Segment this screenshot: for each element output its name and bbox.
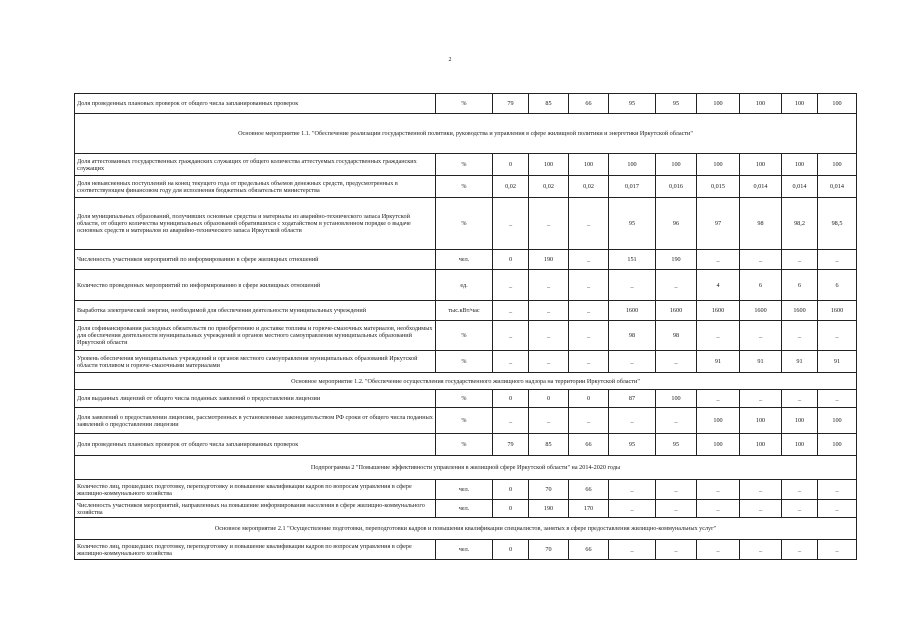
indicator-value: _ [656, 540, 697, 560]
section-row [75, 456, 857, 480]
indicator-value: 100 [782, 408, 818, 434]
indicator-value: 91 [697, 351, 740, 373]
indicator-value: _ [818, 540, 857, 560]
indicator-unit: чел. [436, 480, 493, 500]
indicator-value: 95 [609, 94, 656, 114]
indicator-row [75, 250, 857, 270]
indicator-value: 79 [493, 434, 529, 456]
indicator-value: 0,016 [656, 176, 697, 198]
indicator-value: _ [529, 351, 569, 373]
indicator-value: _ [782, 480, 818, 500]
indicator-value: 66 [569, 480, 609, 500]
indicator-value: _ [569, 408, 609, 434]
indicator-value: _ [569, 270, 609, 301]
indicator-name: Доля муниципальных образований, получивших основные средства и материалы из аварийно-технического запаса Иркутской области, от общего количества муниципальных образований обратившихся с ходатайством в установленном порядке о выдаче основных средств и материалов из аварийно-технического запаса Иркутской области [75, 198, 436, 250]
indicator-value: 0 [493, 154, 529, 176]
indicator-name: Доля заявлений о предоставлении лицензии, рассмотренных в установленные законодательством РФ сроки от общего числа поданных заявлений о предоставлении лицензии [75, 408, 436, 434]
page-number: 2 [448, 57, 452, 63]
indicator-value: 1600 [740, 301, 782, 321]
indicator-value: 100 [740, 94, 782, 114]
indicator-value: _ [529, 408, 569, 434]
indicator-value: 100 [740, 434, 782, 456]
indicator-value: 100 [740, 154, 782, 176]
indicator-value: 6 [818, 270, 857, 301]
indicator-value: 66 [569, 434, 609, 456]
indicator-value: _ [529, 321, 569, 351]
indicator-value: _ [609, 480, 656, 500]
indicator-value: 85 [529, 94, 569, 114]
indicator-value: 190 [656, 250, 697, 270]
indicator-value: 85 [529, 434, 569, 456]
section-row [75, 114, 857, 154]
indicator-value: 0,014 [782, 176, 818, 198]
indicator-value: 170 [569, 500, 609, 518]
indicator-row [75, 408, 857, 434]
indicator-value: 100 [782, 94, 818, 114]
indicator-unit: чел. [436, 540, 493, 560]
indicator-value: _ [697, 480, 740, 500]
indicator-value: 100 [529, 154, 569, 176]
indicator-value: 91 [740, 351, 782, 373]
indicator-value: _ [493, 301, 529, 321]
indicator-value: _ [656, 500, 697, 518]
indicator-value: 1600 [782, 301, 818, 321]
indicator-value: _ [697, 250, 740, 270]
indicator-value: _ [493, 270, 529, 301]
indicator-row [75, 434, 857, 456]
indicator-value: 0,017 [609, 176, 656, 198]
indicator-value: 70 [529, 540, 569, 560]
indicator-value: 100 [782, 434, 818, 456]
indicator-row [75, 94, 857, 114]
indicator-row [75, 390, 857, 408]
indicator-unit: % [436, 154, 493, 176]
indicator-value: _ [656, 351, 697, 373]
indicator-name: Количество проведенных мероприятий по информированию в сфере жилищных отношений [75, 270, 436, 301]
indicator-value: 98 [740, 198, 782, 250]
indicator-unit: % [436, 176, 493, 198]
indicator-value: _ [740, 480, 782, 500]
section-title: Подпрограмма 2 "Повышение эффективности управления в жилищной сфере Иркутской области" на 2014-2020 годы [75, 456, 857, 480]
indicator-name: Количество лиц, прошедших подготовку, переподготовку и повышение квалификации кадров по вопросам управления в сфере жилищно-коммунального хозяйства [75, 480, 436, 500]
indicator-value: 0,02 [493, 176, 529, 198]
indicator-value: 4 [697, 270, 740, 301]
indicator-value: 1600 [818, 301, 857, 321]
indicator-value: _ [529, 301, 569, 321]
indicator-value: 0 [493, 480, 529, 500]
indicator-value: 0 [493, 250, 529, 270]
indicator-row [75, 480, 857, 500]
indicator-value: _ [493, 198, 529, 250]
indicator-value: _ [740, 500, 782, 518]
indicator-value: _ [569, 250, 609, 270]
indicator-unit: % [436, 434, 493, 456]
indicator-name: Доля софинансирования расходных обязательств по приобретению и доставке топлива и горюче-смазочных материалов, необходимых для обеспечения деятельности муниципальных учреждений и органов местного самоуправления муниципальных образований Иркутской области [75, 321, 436, 351]
indicator-value: 100 [818, 434, 857, 456]
indicator-value: _ [782, 500, 818, 518]
indicator-unit: % [436, 351, 493, 373]
indicator-value: _ [569, 351, 609, 373]
indicator-value: 100 [656, 154, 697, 176]
indicator-value: 91 [782, 351, 818, 373]
indicator-value: 0 [493, 390, 529, 408]
indicator-value: 100 [818, 94, 857, 114]
indicator-value: _ [529, 198, 569, 250]
indicator-row [75, 321, 857, 351]
indicator-value: _ [569, 301, 609, 321]
indicator-value: _ [818, 390, 857, 408]
indicator-value: 98,5 [818, 198, 857, 250]
indicator-name: Уровень обеспечения муниципальных учреждений и органов местного самоуправления муниципальных образований Иркутской области топливом и горюче-смазочными материалами [75, 351, 436, 373]
indicator-value: 190 [529, 250, 569, 270]
indicator-row [75, 351, 857, 373]
indicator-value: 190 [529, 500, 569, 518]
indicator-value: 96 [656, 198, 697, 250]
section-title: Основное мероприятие 1.1. "Обеспечение реализации государственной политики, руководства и управления в сфере жилищной политики и энергетики Иркутской области" [75, 114, 857, 154]
indicator-name: Выработка электрической энергии, необходимой для обеспечения деятельности муниципальных учреждений [75, 301, 436, 321]
indicator-value: _ [818, 500, 857, 518]
indicator-value: _ [569, 321, 609, 351]
indicator-name: Численность участников мероприятий по информированию в сфере жилищных отношений [75, 250, 436, 270]
indicator-value: 0,02 [529, 176, 569, 198]
indicator-value: 100 [782, 154, 818, 176]
indicator-value: 6 [782, 270, 818, 301]
indicator-value: 0,02 [569, 176, 609, 198]
indicator-value: 100 [697, 154, 740, 176]
indicator-value: _ [697, 390, 740, 408]
indicator-value: 0 [569, 390, 609, 408]
indicator-value: 66 [569, 94, 609, 114]
indicator-value: 66 [569, 540, 609, 560]
indicator-value: _ [493, 408, 529, 434]
indicator-value: 98 [609, 321, 656, 351]
indicator-value: _ [656, 408, 697, 434]
indicator-unit: % [436, 321, 493, 351]
indicator-value: 91 [818, 351, 857, 373]
indicator-value: _ [782, 390, 818, 408]
indicator-value: 97 [697, 198, 740, 250]
indicator-row [75, 176, 857, 198]
indicator-name: Доля выданных лицензий от общего числа поданных заявлений о предоставлении лицензии [75, 390, 436, 408]
indicator-value: 98 [656, 321, 697, 351]
indicator-row [75, 270, 857, 301]
section-title: Основное мероприятие 2.1 "Осуществление подготовки, переподготовки кадров и повышения квалификации специалистов, занятых в сфере предоставления жилищно-коммунальных услуг" [75, 518, 857, 540]
indicator-value: _ [697, 500, 740, 518]
section-row [75, 373, 857, 390]
indicator-value: 100 [609, 154, 656, 176]
indicator-value: 1600 [656, 301, 697, 321]
indicator-name: Доля проведенных плановых проверок от общего числа запланированных проверок [75, 94, 436, 114]
indicator-value: _ [609, 408, 656, 434]
indicator-value: 0,015 [697, 176, 740, 198]
indicator-value: 0,014 [740, 176, 782, 198]
indicator-row [75, 154, 857, 176]
indicator-value: _ [609, 351, 656, 373]
indicator-value: 1600 [609, 301, 656, 321]
indicator-value: 0 [529, 390, 569, 408]
indicator-value: _ [493, 351, 529, 373]
indicator-value: 0,014 [818, 176, 857, 198]
indicator-value: 6 [740, 270, 782, 301]
indicator-value: _ [529, 270, 569, 301]
indicator-value: 100 [697, 434, 740, 456]
indicator-value: _ [493, 321, 529, 351]
indicator-value: _ [818, 321, 857, 351]
indicators-table [74, 93, 857, 560]
indicator-row [75, 500, 857, 518]
indicator-value: 95 [609, 434, 656, 456]
indicator-value: _ [697, 321, 740, 351]
indicator-value: 1600 [697, 301, 740, 321]
indicator-value: 95 [609, 198, 656, 250]
indicator-value: _ [697, 540, 740, 560]
indicator-value: 95 [656, 94, 697, 114]
indicator-value: 100 [697, 94, 740, 114]
indicator-value: 70 [529, 480, 569, 500]
section-row [75, 518, 857, 540]
indicator-value: 95 [656, 434, 697, 456]
indicator-value: 0 [493, 540, 529, 560]
indicator-value: _ [569, 198, 609, 250]
indicator-value: _ [740, 250, 782, 270]
indicator-value: _ [782, 540, 818, 560]
indicator-row [75, 198, 857, 250]
indicator-value: _ [782, 321, 818, 351]
indicator-unit: ед. [436, 270, 493, 301]
indicator-value: 100 [818, 154, 857, 176]
indicator-value: _ [782, 250, 818, 270]
indicator-value: _ [740, 390, 782, 408]
indicator-value: 100 [740, 408, 782, 434]
indicator-value: _ [740, 321, 782, 351]
indicator-value: _ [740, 540, 782, 560]
indicator-name: Количество лиц, прошедших подготовку, переподготовку и повышение квалификации кадров по вопросам управления в сфере жилищно-коммунального хозяйства [75, 540, 436, 560]
indicator-value: _ [818, 250, 857, 270]
indicator-value: _ [656, 270, 697, 301]
indicator-unit: тыс.кВт/час [436, 301, 493, 321]
indicator-value: _ [609, 540, 656, 560]
indicator-value: 151 [609, 250, 656, 270]
indicator-row [75, 540, 857, 560]
indicator-row [75, 301, 857, 321]
indicator-value: _ [656, 480, 697, 500]
indicator-unit: % [436, 198, 493, 250]
indicator-name: Доля невыясненных поступлений на конец текущего года от предельных объемов денежных средств, предусмотренных в соответствующем финансовом году для исполнения бюджетных обязательств министерства [75, 176, 436, 198]
indicator-unit: % [436, 408, 493, 434]
indicator-name: Численность участников мероприятий, направленных на повышение информирования населения в сфере жилищно-коммунального хозяйства [75, 500, 436, 518]
indicator-value: _ [818, 480, 857, 500]
indicator-unit: чел. [436, 250, 493, 270]
indicator-value: 87 [609, 390, 656, 408]
indicator-value: 100 [818, 408, 857, 434]
indicator-value: 98,2 [782, 198, 818, 250]
indicator-unit: чел. [436, 500, 493, 518]
indicator-value: 100 [697, 408, 740, 434]
indicator-value: 79 [493, 94, 529, 114]
indicator-value: 100 [569, 154, 609, 176]
indicator-value: _ [609, 270, 656, 301]
indicator-value: 0 [493, 500, 529, 518]
indicator-unit: % [436, 94, 493, 114]
indicator-name: Доля проведенных плановых проверок от общего числа запланированных проверок [75, 434, 436, 456]
indicator-name: Доля аттестованных государственных гражданских служащих от общего количества аттестуемых государственных гражданских служащих [75, 154, 436, 176]
indicator-unit: % [436, 390, 493, 408]
section-title: Основное мероприятие 1.2. "Обеспечение осуществления государственного жилищного надзора на территории Иркутской области" [75, 373, 857, 390]
indicator-value: 100 [656, 390, 697, 408]
indicator-value: _ [609, 500, 656, 518]
